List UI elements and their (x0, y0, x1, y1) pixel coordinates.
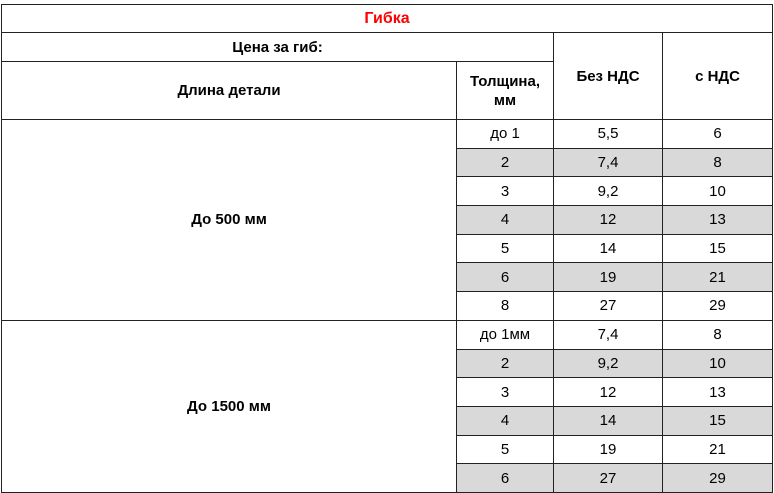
price-with-vat-cell: 13 (663, 206, 773, 235)
price-without-vat-cell: 9,2 (554, 177, 663, 206)
price-per-bend-label: Цена за гиб: (2, 33, 554, 62)
thickness-cell: 6 (457, 464, 554, 493)
price-without-vat-cell: 7,4 (554, 320, 663, 349)
table-row (2, 120, 773, 149)
price-with-vat-cell: 10 (663, 177, 773, 206)
price-without-vat-cell: 5,5 (554, 120, 663, 149)
table-row (2, 320, 773, 349)
price-without-vat-cell: 7,4 (554, 148, 663, 177)
price-with-vat-cell: 8 (663, 148, 773, 177)
thickness-cell: 3 (457, 177, 554, 206)
price-without-vat-cell: 14 (554, 406, 663, 435)
price-with-vat-cell: 13 (663, 378, 773, 407)
price-without-vat-cell: 19 (554, 263, 663, 292)
thickness-cell: 4 (457, 206, 554, 235)
thickness-cell: до 1 (457, 120, 554, 149)
price-with-vat-cell: 21 (663, 435, 773, 464)
price-table (1, 4, 773, 493)
price-without-vat-cell: 27 (554, 464, 663, 493)
thickness-cell: 8 (457, 292, 554, 321)
group-length-label: До 500 мм (2, 120, 457, 321)
header-thickness: Толщина, мм (457, 62, 554, 120)
header-part-length: Длина детали (2, 62, 457, 120)
price-with-vat-cell: 8 (663, 320, 773, 349)
thickness-cell: 5 (457, 234, 554, 263)
group-length-label: До 1500 мм (2, 320, 457, 492)
table-title: Гибка (2, 5, 773, 33)
header-without-vat: Без НДС (554, 33, 663, 120)
thickness-cell: 3 (457, 378, 554, 407)
price-without-vat-cell: 12 (554, 206, 663, 235)
price-with-vat-cell: 29 (663, 464, 773, 493)
thickness-cell: до 1мм (457, 320, 554, 349)
price-without-vat-cell: 12 (554, 378, 663, 407)
thickness-cell: 5 (457, 435, 554, 464)
price-without-vat-cell: 27 (554, 292, 663, 321)
price-without-vat-cell: 9,2 (554, 349, 663, 378)
thickness-cell: 2 (457, 148, 554, 177)
price-with-vat-cell: 15 (663, 234, 773, 263)
price-with-vat-cell: 15 (663, 406, 773, 435)
price-with-vat-cell: 29 (663, 292, 773, 321)
header-with-vat: с НДС (663, 33, 773, 120)
thickness-cell: 6 (457, 263, 554, 292)
price-without-vat-cell: 14 (554, 234, 663, 263)
thickness-cell: 4 (457, 406, 554, 435)
price-without-vat-cell: 19 (554, 435, 663, 464)
price-with-vat-cell: 6 (663, 120, 773, 149)
price-with-vat-cell: 10 (663, 349, 773, 378)
thickness-cell: 2 (457, 349, 554, 378)
price-with-vat-cell: 21 (663, 263, 773, 292)
